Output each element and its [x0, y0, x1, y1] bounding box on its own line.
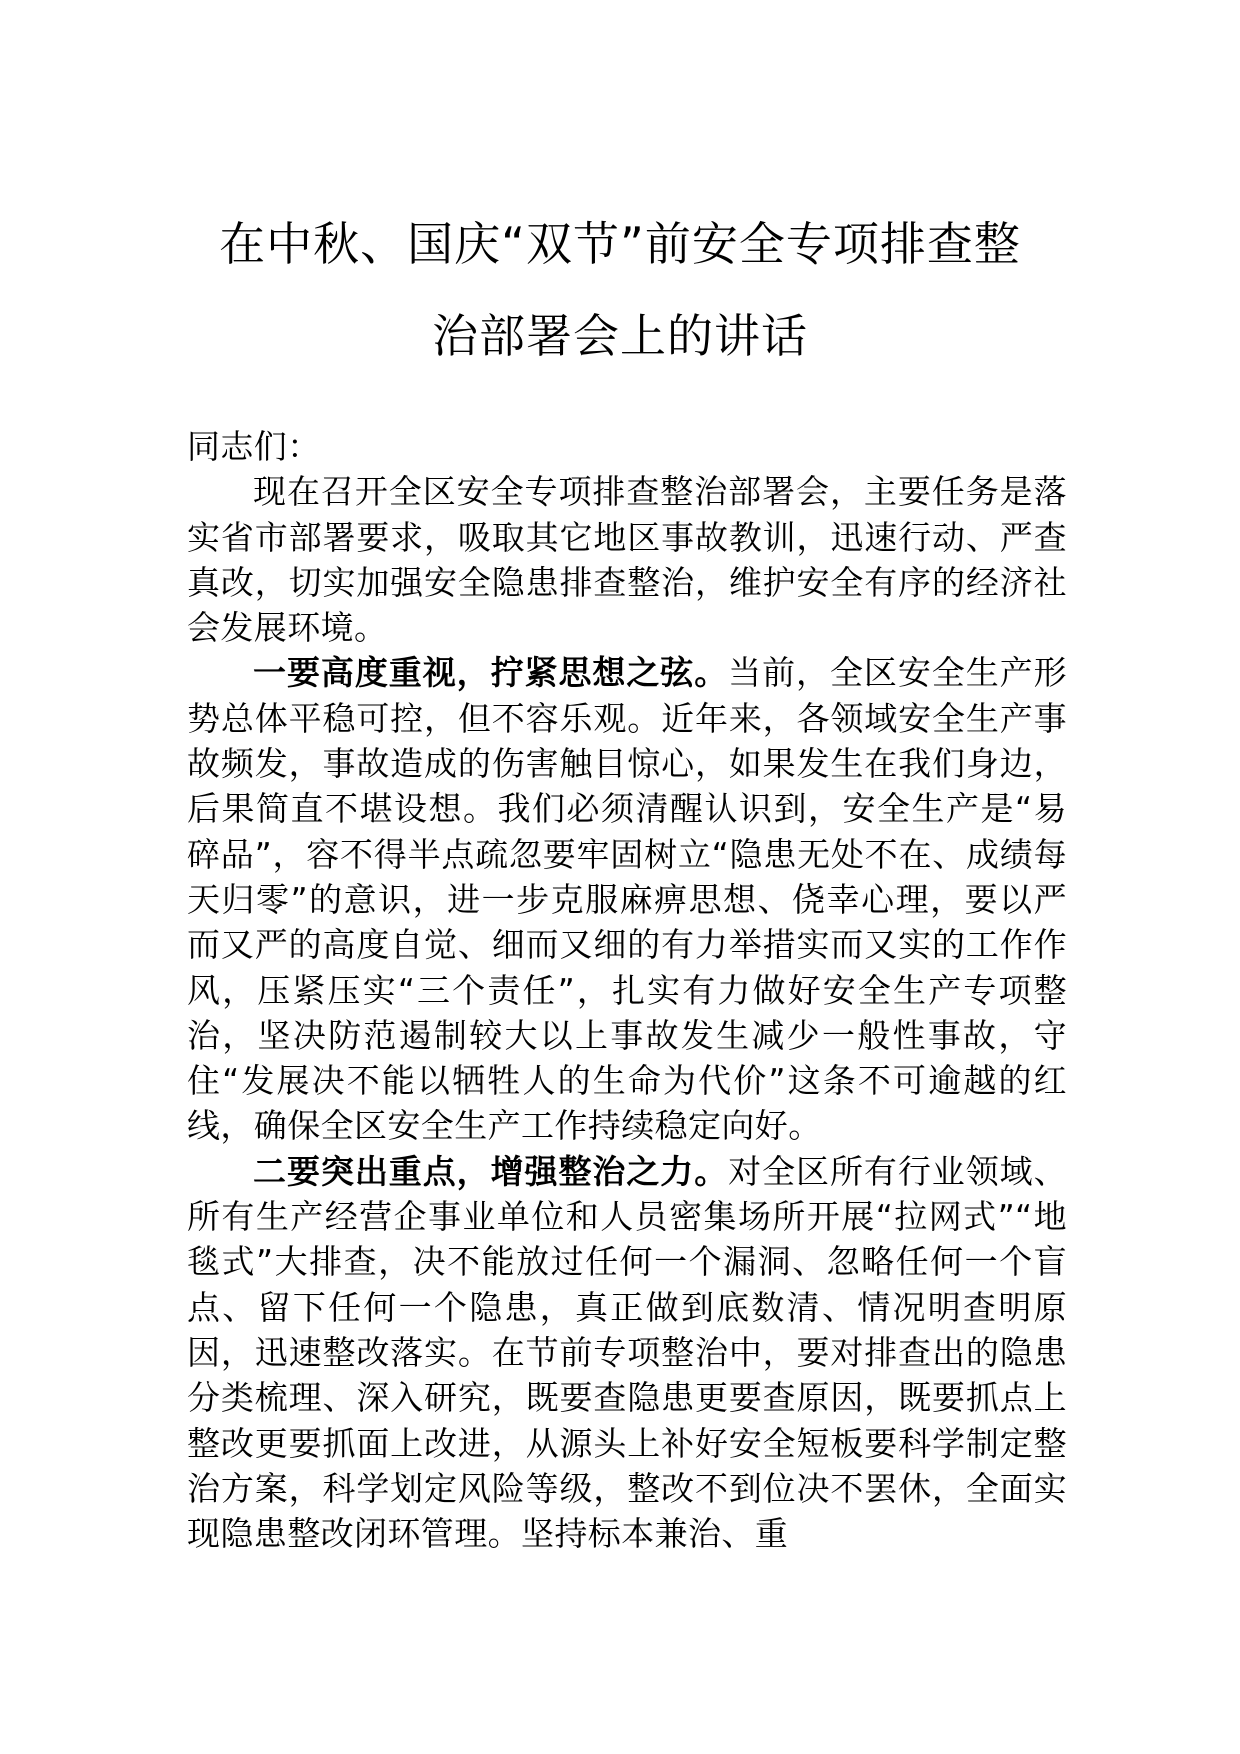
salutation: 同志们：: [187, 427, 321, 466]
intro-paragraph: 现在召开全区安全专项排查整治部署会，主要任务是落实省市部署要求，吸取其它地区事故教训，迅速行动、严查真改，切实加强安全隐患排查整治，维护安全有序的经济社会发展环境。: [187, 472, 1067, 648]
section-1-text: 当前，全区安全生产形势总体平稳可控，但不容乐观。近年来，各领域安全生产事故频发，事故造成的伤害触目惊心，如果发生在我们身边，后果简直不堪设想。我们必须清醒认识到，安全生产是“易碎品”，容不得半点疏忽要牢固树立“隐患无处不在、成绩每天归零”的意识，进一步克服麻痹思想、侥幸心理，要以严而又严的高度自觉、细而又细的有力举措实而又实的工作作风，压紧压实“三个责任”，扎实有力做好安全生产专项整治，坚决防范遏制较大以上事故发生减少一般性事故，守住“发展决不能以牺牲人的生命为代价”这条不可逾越的红线，确保全区安全生产工作持续稳定向好。: [187, 653, 1068, 1146]
document-body: [187, 424, 1067, 1556]
section-2-heading: 二要突出重点，增强整治之力。: [253, 1151, 729, 1191]
section-1-paragraph: [187, 650, 1067, 1148]
document-title-line-2: 治部署会上的讲话: [432, 309, 808, 363]
section-1-heading: 一要高度重视，拧紧思想之弦。: [253, 653, 729, 693]
document-title-line-1: 在中秋、国庆“双节”前安全专项排查整: [219, 217, 1021, 271]
section-2-text: 对全区所有行业领域、所有生产经营企事业单位和人员密集场所开展“拉网式”“地毯式”大排查，决不能放过任何一个漏洞、忽略任何一个盲点、留下任何一个隐患，真正做到底数清、情况明查明原因，迅速整改落实。在节前专项整治中，要对排查出的隐患分类梳理、深入研究，既要查隐患更要查原因，既要抓点上整改更要抓面上改进，从源头上补好安全短板要科学制定整治方案，科学划定风险等级，整改不到位决不罢休，全面实现隐患整改闭环管理。坚持标本兼治、重: [187, 1151, 1068, 1554]
section-2-paragraph: [187, 1149, 1067, 1557]
